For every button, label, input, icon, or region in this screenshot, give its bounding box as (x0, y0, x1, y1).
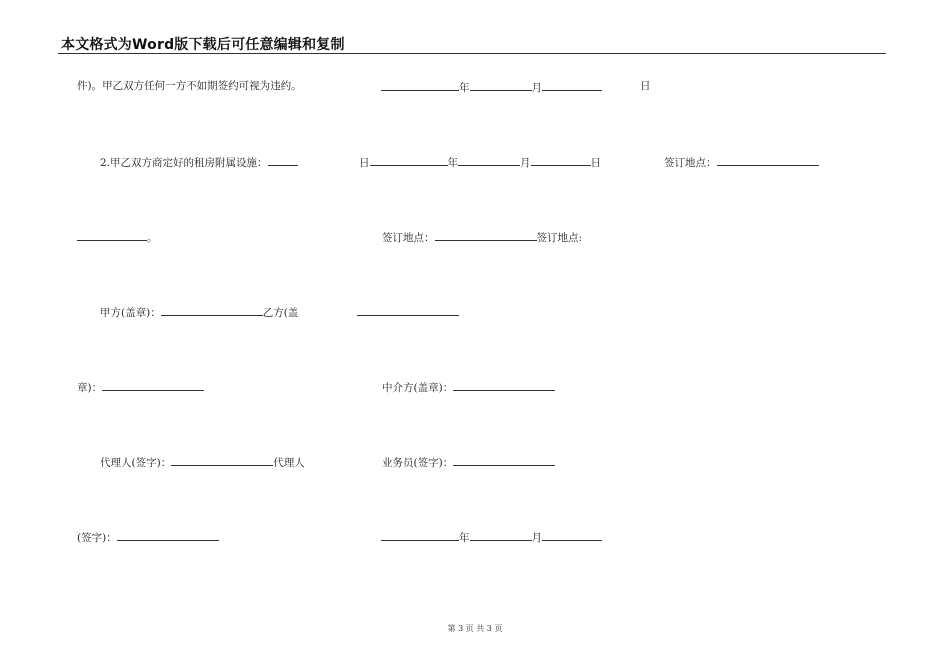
year-blank[interactable] (381, 530, 459, 541)
day-label: 日 (640, 80, 651, 92)
agent-b-sign-line (77, 530, 219, 544)
day-blank[interactable] (531, 155, 591, 166)
party-b-seal-blank[interactable] (102, 380, 204, 391)
signing-place-label: 签订地点： (382, 232, 435, 244)
party-a-label: 甲方(盖章)： (100, 307, 161, 319)
year-label: 年 (447, 157, 458, 169)
party-b-blank-line (357, 305, 459, 319)
year-blank[interactable] (370, 155, 448, 166)
facilities-clause (100, 155, 298, 169)
facilities-continuation (77, 230, 158, 244)
breach-clause-text: 件)。甲乙双方任何一方不如期签约可视为违约。 (77, 80, 302, 92)
day-blank[interactable] (542, 530, 602, 541)
signing-place-blank[interactable] (717, 155, 819, 166)
sign-label: (签字)： (77, 532, 117, 544)
month-blank[interactable] (470, 80, 532, 91)
staff-blank[interactable] (453, 455, 555, 466)
agency-seal-line (382, 380, 555, 394)
agent-blank[interactable] (171, 455, 273, 466)
facilities-blank-2[interactable] (77, 230, 147, 241)
signing-place-blank[interactable] (435, 230, 537, 241)
document-header-title: 本文格式为Word版下载后可任意编辑和复制 (61, 37, 345, 53)
signing-place-line-1 (664, 155, 819, 169)
date-line-3 (381, 530, 602, 544)
date-line-1 (381, 80, 602, 94)
signing-place-line-2 (382, 230, 582, 244)
party-b-seal-line (77, 380, 204, 394)
agency-blank[interactable] (453, 380, 555, 391)
party-b-blank[interactable] (357, 305, 459, 316)
day-blank[interactable] (542, 80, 602, 91)
month-label: 月 (531, 82, 542, 94)
agent-sign-line (100, 455, 305, 469)
month-label: 月 (531, 532, 542, 544)
agent-b-blank[interactable] (117, 530, 219, 541)
year-label: 年 (459, 532, 470, 544)
year-label: 年 (459, 82, 470, 94)
facilities-label: 2.甲乙双方商定好的租房附属设施： (100, 157, 268, 169)
month-label: 月 (520, 157, 531, 169)
page-number-footer: 第 3 页 共 3 页 (447, 624, 503, 633)
signing-place-label-2: 签订地点: (536, 232, 583, 244)
party-b-label: 乙方(盖 (262, 307, 299, 319)
agent-label-b: 代理人 (273, 457, 305, 469)
month-blank[interactable] (458, 155, 520, 166)
day-label-b: 日 (590, 157, 601, 169)
agent-label: 代理人(签字)： (100, 457, 172, 469)
date-line-2 (359, 155, 601, 169)
header-divider (58, 53, 886, 54)
staff-label: 业务员(签字)： (382, 457, 454, 469)
party-a-blank[interactable] (161, 305, 263, 316)
party-a-seal-line (100, 305, 298, 319)
staff-sign-line (382, 455, 555, 469)
seal-label: 章)： (77, 382, 103, 394)
signing-place-label: 签订地点： (664, 157, 717, 169)
year-blank[interactable] (381, 80, 459, 91)
day-label-a: 日 (359, 157, 370, 169)
agency-label: 中介方(盖章)： (382, 382, 454, 394)
sentence-end: 。 (147, 232, 158, 244)
facilities-blank[interactable] (268, 155, 298, 166)
month-blank[interactable] (470, 530, 532, 541)
